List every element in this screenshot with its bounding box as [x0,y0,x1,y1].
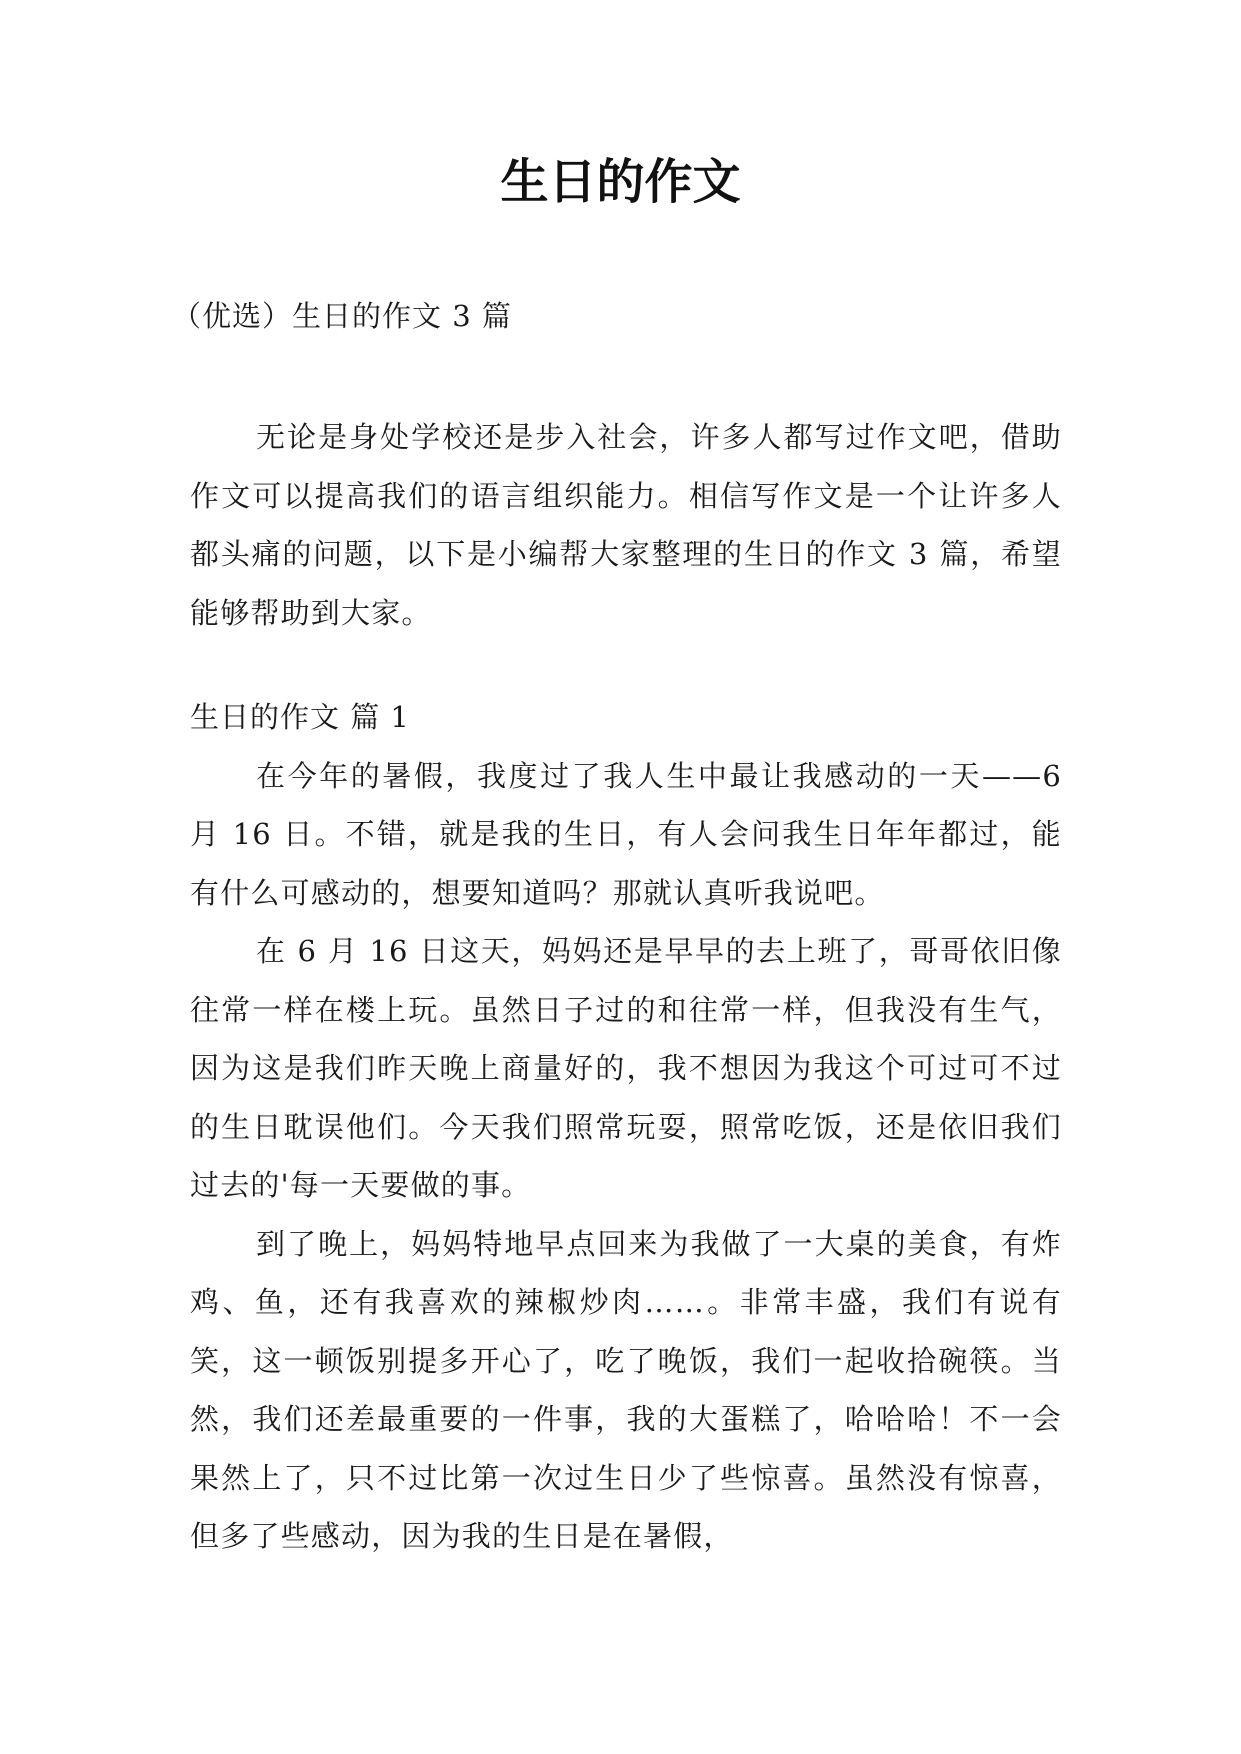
intro-block [190,408,1062,642]
document-subtitle: （优选）生日的作文 3 篇 [172,299,512,333]
document-title: 生日的作文 [500,154,741,210]
essay-section [190,688,1062,1566]
intro-paragraph: 无论是身处学校还是步入社会，许多人都写过作文吧，借助作文可以提高我们的语言组织能力。相信写作文是一个让许多人都头痛的问题，以下是小编帮大家整理的生日的作文 3 篇，希望能够帮助到大家。 [190,420,1062,630]
essay-paragraph: 到了晚上，妈妈特地早点回来为我做了一大桌的美食，有炸鸡、鱼，还有我喜欢的辣椒炒肉……。非常丰盛，我们有说有笑，这一顿饭别提多开心了，吃了晚饭，我们一起收拾碗筷。当然，我们还差最重要的一件事，我的大蛋糕了，哈哈哈！不一会果然上了，只不过比第一次过生日少了些惊喜。虽然没有惊喜，但多了些感动，因为我的生日是在暑假， [190,1226,1062,1553]
essay-paragraph: 在今年的暑假，我度过了我人生中最让我感动的一天——6 月 16 日。不错，就是我的生日，有人会问我生日年年都过，能有什么可感动的，想要知道吗？那就认真听我说吧。 [190,758,1062,910]
section-heading: 生日的作文 篇 1 [190,700,410,734]
essay-paragraph: 在 6 月 16 日这天，妈妈还是早早的去上班了，哥哥依旧像往常一样在楼上玩。虽然日子过的和往常一样，但我没有生气，因为这是我们昨天晚上商量好的，我不想因为我这个可过可不过的生日耽误他们。今天我们照常玩耍，照常吃饭，还是依旧我们过去的'每一天要做的事。 [190,934,1062,1202]
